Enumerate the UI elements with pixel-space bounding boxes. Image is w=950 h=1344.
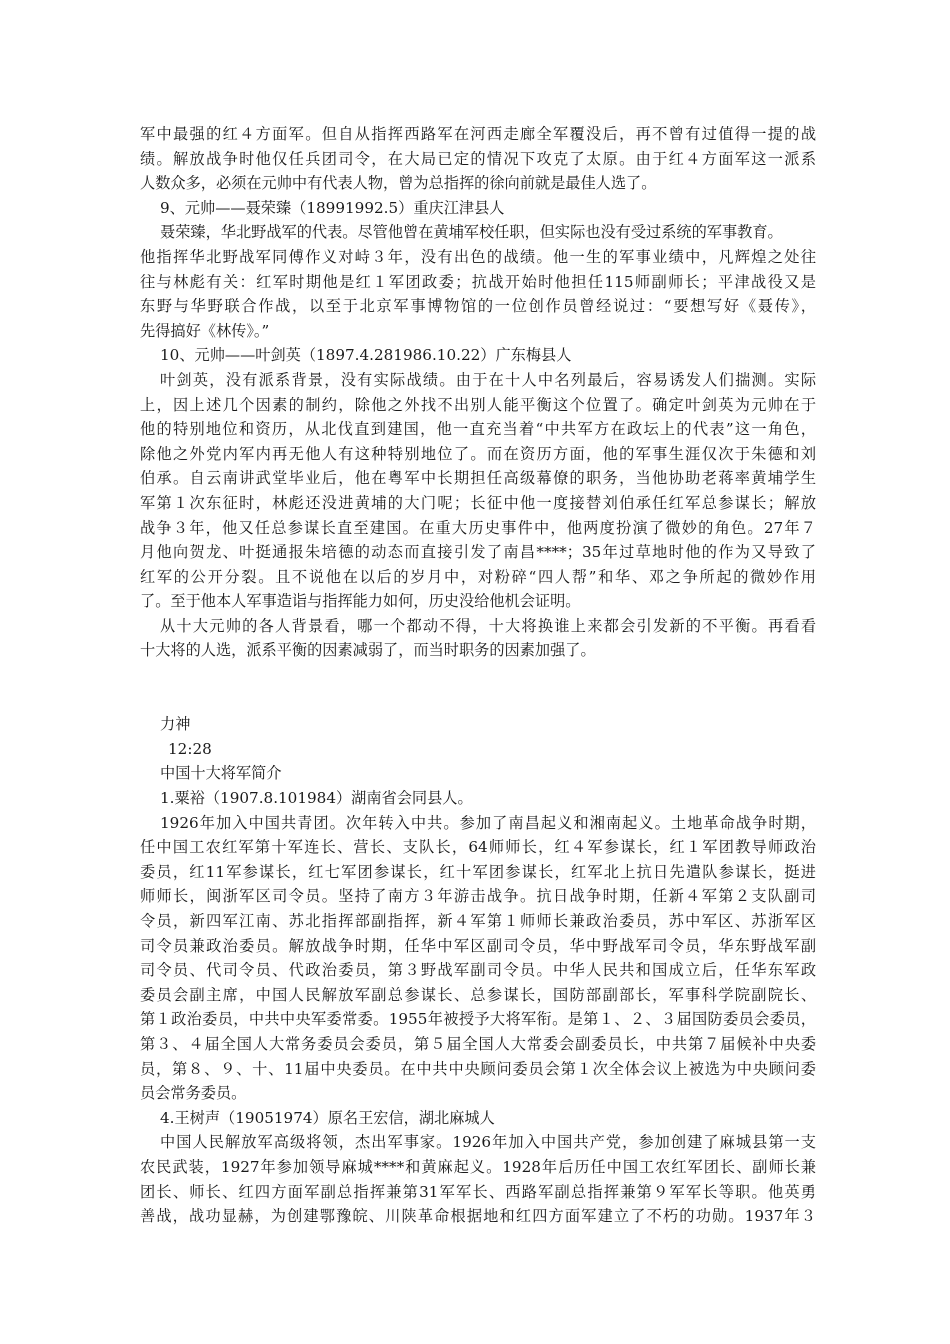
text-line: 先得搞好《林传》。” — [140, 321, 270, 340]
text-line: 叶剑英，没有派系背景，没有实际战绩。由于在十人中名列最后，容易诱发人们揣测。实际 — [160, 370, 816, 389]
text-line: 第１政治委员，中共中央军委常委。1955年被授予大将军衔。是第１、２、３届国防委员会委员， — [140, 1010, 816, 1029]
blank-line — [140, 688, 816, 713]
text-line: 军中最强的红４方面军。但自从指挥西路军在河西走廊全军覆没后，再不曾有过值得一提的战 — [140, 125, 816, 143]
text-line: 战争３年，他又任总参谋长直至建国。在重大历史事件中，他两度扮演了微妙的角色。27年７ — [140, 518, 816, 537]
text-line: 1.粟裕（1907.8.101984）湖南省会同县人。 — [160, 789, 473, 808]
text-line: 力神 — [160, 715, 191, 734]
text-line: 4.王树声（19051974）原名王宏信，湖北麻城人 — [160, 1108, 495, 1127]
text-line: 员，第８、９、十、11届中央委员。在中共中央顾问委员会第１次全体会议上被选为中央顾问委 — [140, 1059, 816, 1078]
text-line: 中国十大将军简介 — [160, 764, 282, 783]
text-line: 人数众多，必须在元帅中有代表人物，曾为总指挥的徐向前就是最佳人选了。 — [140, 174, 657, 193]
text-line: 师师长，闽浙军区司令员。坚持了南方３年游击战争。抗日战争时期，任新４军第２支队副司 — [140, 887, 816, 906]
text-line: 红军的公开分裂。且不说他在以后的岁月中，对粉碎“四人帮”和华、邓之争所起的微妙作用 — [140, 567, 816, 586]
text-line: 聂荣臻，华北野战军的代表。尽管他曾在黄埔军校任职，但实际也没有受过系统的军事教育。 — [160, 223, 783, 242]
text-line: 十大将的人选，派系平衡的因素减弱了，而当时职务的因素加强了。 — [140, 641, 596, 660]
text-line: 委员会副主席，中国人民解放军副总参谋长、总参谋长，国防部副部长，军事科学院副院长、 — [140, 985, 816, 1004]
text-line: 12:28 — [168, 739, 212, 758]
document-page — [140, 122, 816, 1229]
text-line: 他的特别地位和资历，从北伐直到建国，他一直充当着“中共军方在政坛上的代表”这一角色， — [140, 420, 816, 439]
text-line: 上，因上述几个因素的制约，除他之外找不出别人能平衡这个位置了。确定叶剑英为元帅在于 — [140, 395, 816, 414]
text-line: 绩。解放战争时他仅任兵团司令，在大局已定的情况下攻克了太原。由于红４方面军这一派系 — [140, 149, 816, 168]
text-line: 往与林彪有关：红军时期他是红１军团政委；抗战开始时他担任115师副师长；平津战役又是 — [140, 272, 816, 291]
text-line: 伯承。自云南讲武堂毕业后，他在粤军中长期担任高级幕僚的职务，当他协助老蒋率黄埔学生 — [140, 469, 816, 488]
text-line: 员会常务委员。 — [140, 1084, 247, 1103]
text-line: 令员，新四军江南、苏北指挥部副指挥，新４军第１师师长兼政治委员，苏中军区、苏浙军区 — [140, 912, 816, 930]
text-line: 善战，战功显赫，为创建鄂豫皖、川陕革命根据地和红四方面军建立了不朽的功勋。1937年３ — [140, 1207, 816, 1226]
text-line: 月他向贺龙、叶挺通报朱培德的动态而直接引发了南昌****；35年过草地时他的作为又导致了 — [140, 543, 816, 562]
blank-line — [140, 663, 816, 688]
text-line: 1926年加入中国共青团。次年转入中共。参加了南昌起义和湘南起义。土地革命战争时期， — [160, 813, 816, 832]
text-line: 从十大元帅的各人背景看，哪一个都动不得，十大将换谁上来都会引发新的不平衡。再看看 — [160, 616, 816, 635]
text-line: 除他之外党内军内再无他人有这种特别地位了。而在资历方面，他的军事生涯仅次于朱德和刘 — [140, 444, 816, 463]
text-line: 任中国工农红军第十军连长、营长、支队长，64师师长，红４军参谋长，红１军团教导师政治 — [140, 838, 816, 857]
text-line: 第３、４届全国人大常务委员会委员，第５届全国人大常委会副委员长，中共第７届候补中央委 — [140, 1034, 816, 1053]
text-line: 委员，红11军参谋长，红七军团参谋长，红十军团参谋长，红军北上抗日先遣队参谋长，挺进 — [140, 862, 816, 881]
text-line: 军第１次东征时，林彪还没进黄埔的大门呢；长征中他一度接替刘伯承任红军总参谋长；解放 — [140, 493, 816, 512]
text-line: 农民武装，1927年参加领导麻城****和黄麻起义。1928年后历任中国工农红军团长、副师长兼 — [140, 1157, 816, 1176]
text-line: 了。至于他本人军事造诣与指挥能力如何，历史没给他机会证明。 — [140, 592, 581, 611]
text-line: 9、元帅——聂荣臻（18991992.5）重庆江津县人 — [160, 198, 505, 217]
text-line: 中国人民解放军高级将领，杰出军事家。1926年加入中国共产党，参加创建了麻城县第一支 — [160, 1133, 816, 1152]
text-line: 团长、师长、红四方面军副总指挥兼第31军军长、西路军副总指挥兼第９军军长等职。他英勇 — [140, 1182, 816, 1201]
text-line: 司令员兼政治委员。解放战争时期，任华中军区副司令员，华中野战军司令员，华东野战军副 — [140, 936, 816, 955]
text-line: 他指挥华北野战军同傅作义对峙３年，没有出色的战绩。他一生的军事业绩中，凡辉煌之处往 — [140, 247, 816, 266]
text-line: 10、元帅——叶剑英（1897.4.281986.10.22）广东梅县人 — [160, 346, 572, 365]
text-line: 司令员、代司令员、代政治委员，第３野战军副司令员。中华人民共和国成立后，任华东军政 — [140, 961, 816, 980]
text-line: 东野与华野联合作战，以至于北京军事博物馆的一位创作员曾经说过：“要想写好《聂传》， — [140, 297, 816, 316]
